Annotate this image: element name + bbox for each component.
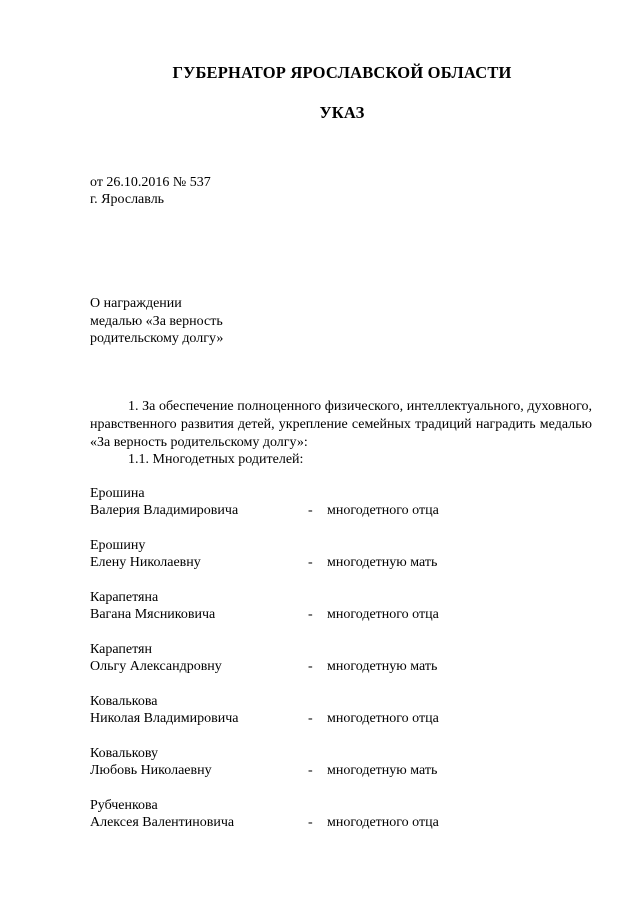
- awardee-entry: [90, 642, 590, 694]
- paragraph-1: 1. За обеспечение полноценного физического, интеллектуального, духовного, нравственного развития детей, укрепление семейных традиций наградить медалью «За верность родительскому долгу»:: [90, 399, 592, 450]
- subject-line: О награждении: [90, 296, 182, 311]
- awardee-entry: [90, 538, 590, 590]
- awardee-entry: [90, 746, 590, 798]
- awardee-given-name: Елену Николаевну: [90, 555, 201, 570]
- awardee-dash: -: [308, 607, 313, 622]
- subject-line: родительскому долгу»: [90, 331, 224, 346]
- awardee-title: многодетного отца: [327, 503, 439, 518]
- awardee-given-name: Вагана Мясниковича: [90, 607, 216, 622]
- awardee-surname: Карапетяна: [90, 590, 159, 605]
- awardee-title: многодетную мать: [327, 763, 438, 778]
- decree-date-number: от 26.10.2016 № 537: [90, 175, 211, 190]
- awardee-title: многодетного отца: [327, 711, 439, 726]
- paragraph-1-1: 1.1. Многодетных родителей:: [128, 452, 304, 467]
- awardee-title: многодетного отца: [327, 607, 439, 622]
- awardee-dash: -: [308, 711, 313, 726]
- awardee-given-name: Алексея Валентиновича: [90, 815, 235, 830]
- awardee-given-name: Любовь Николаевну: [90, 763, 212, 778]
- awardee-title: многодетную мать: [327, 659, 438, 674]
- awardee-entry: [90, 694, 590, 746]
- awardee-entry: [90, 486, 590, 538]
- awardee-given-name: Ольгу Александровну: [90, 659, 222, 674]
- subject-line: медалью «За верность: [90, 313, 223, 329]
- awardee-dash: -: [308, 815, 313, 830]
- awardee-title: многодетного отца: [327, 815, 439, 830]
- awardee-entry: [90, 590, 590, 642]
- awardee-surname: Ерошину: [90, 538, 146, 553]
- awardee-surname: Карапетян: [90, 642, 152, 657]
- awardee-surname: Ковалькову: [90, 746, 158, 761]
- awardee-surname: Рубченкова: [90, 798, 158, 813]
- awardee-surname: Ковалькова: [90, 694, 158, 709]
- awardee-dash: -: [308, 555, 313, 570]
- document-type: УКАЗ: [319, 103, 365, 122]
- awardee-list: [90, 486, 590, 850]
- awardee-dash: -: [308, 503, 313, 518]
- awardee-dash: -: [308, 659, 313, 674]
- decree-subject: [90, 295, 223, 348]
- awardee-dash: -: [308, 763, 313, 778]
- awardee-given-name: Валерия Владимировича: [90, 503, 239, 518]
- awardee-given-name: Николая Владимировича: [90, 711, 239, 726]
- awardee-surname: Ерошина: [90, 486, 145, 501]
- issuing-authority: ГУБЕРНАТОР ЯРОСЛАВСКОЙ ОБЛАСТИ: [172, 63, 512, 82]
- awardee-title: многодетную мать: [327, 555, 438, 570]
- awardee-entry: [90, 798, 590, 850]
- decree-city: г. Ярославль: [90, 192, 165, 207]
